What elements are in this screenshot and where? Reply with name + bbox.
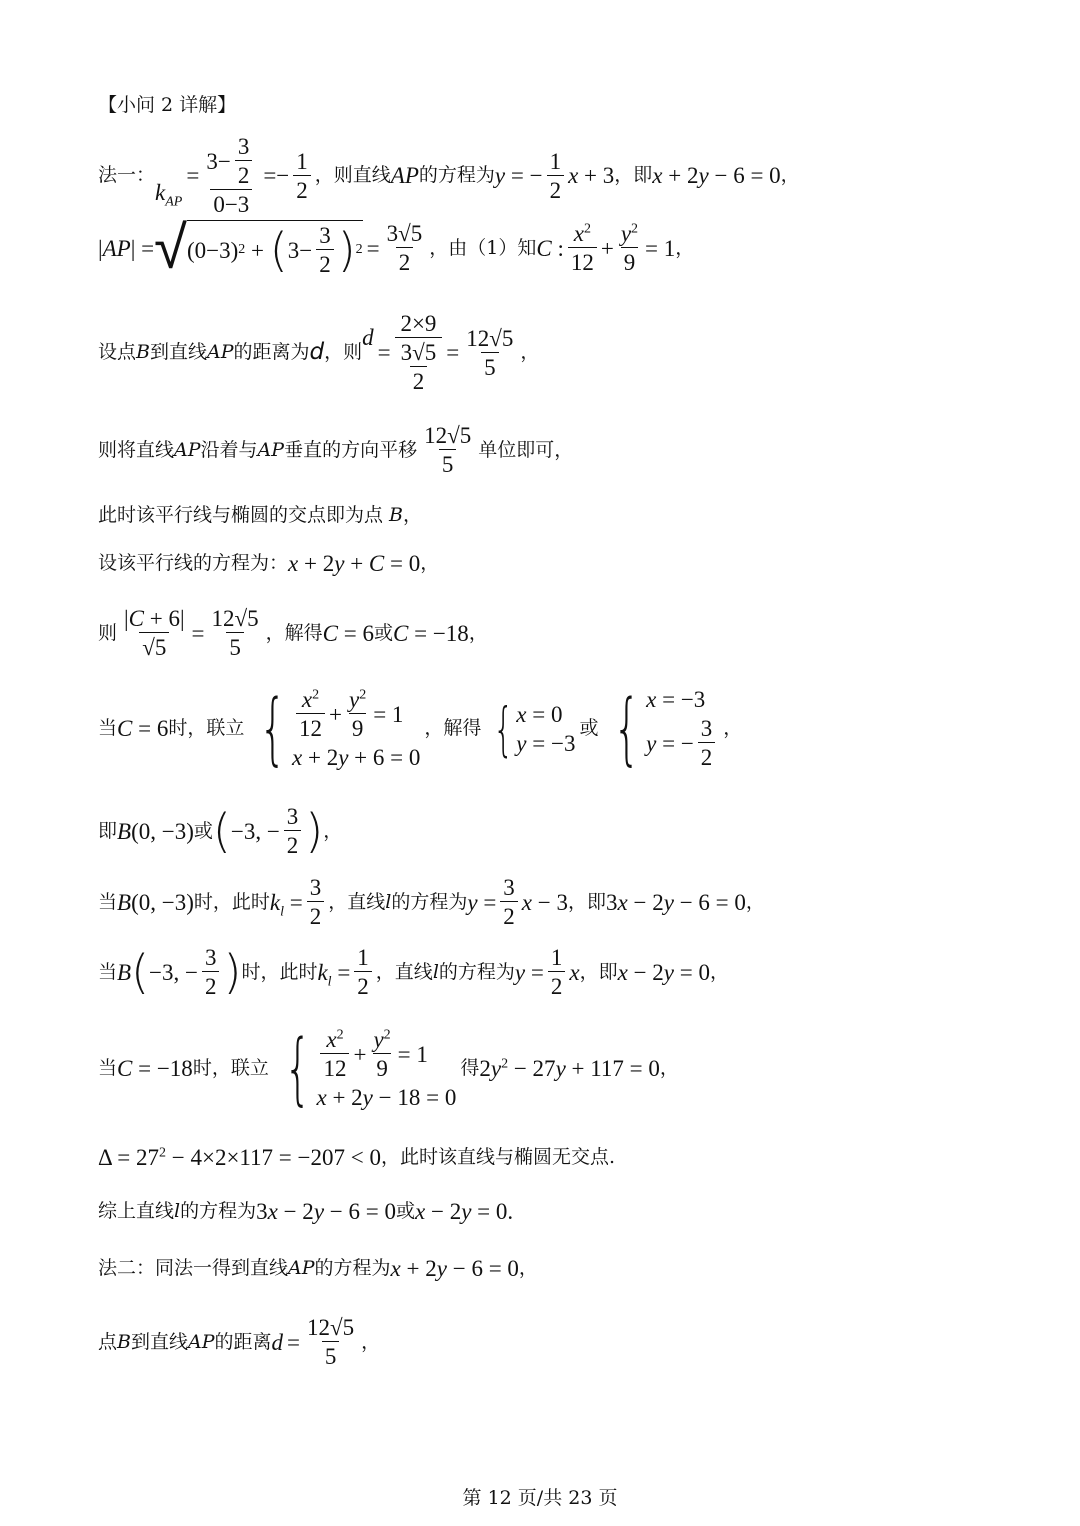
text: 则 bbox=[98, 621, 118, 644]
method2-distance-line bbox=[98, 1316, 1020, 1368]
slope-line bbox=[98, 135, 1020, 216]
text: 或 bbox=[579, 717, 599, 739]
fraction: 3− $\frac{3}{2}$ 0−3 bbox=[203, 135, 259, 216]
text: 的距离为 bbox=[233, 341, 310, 363]
fraction: $\frac{12√5}{5}$ bbox=[211, 606, 259, 660]
sqrt-sign: √ bbox=[154, 213, 187, 283]
formula: B ( −3, − $\frac{3}{2}$ ) bbox=[117, 945, 242, 999]
translation-line bbox=[98, 424, 1020, 476]
formula: C = −18 bbox=[393, 620, 469, 646]
formula: $2y^2 - 27y + 117 = 0$ bbox=[479, 1056, 660, 1081]
text: ，则直线 bbox=[314, 164, 391, 186]
text: 时，此时 bbox=[193, 890, 270, 913]
text: ，解得 bbox=[265, 621, 323, 644]
text: ，直线 bbox=[375, 960, 433, 983]
text: 设点 bbox=[98, 341, 137, 363]
b-points-line bbox=[98, 805, 1020, 857]
method2-line bbox=[98, 1257, 1020, 1280]
intersection-line bbox=[98, 506, 1020, 525]
fraction: $\frac{12√5}{5}$ bbox=[424, 423, 472, 477]
formula: x + 3 bbox=[568, 163, 615, 188]
fraction: $\frac{x^2}{12}$ bbox=[568, 222, 597, 274]
text: ，由（1）知 bbox=[429, 236, 537, 259]
discriminant-line bbox=[98, 1146, 1020, 1169]
text: 点 bbox=[98, 1330, 118, 1353]
formula: = bbox=[366, 235, 380, 261]
case-b2-line bbox=[98, 946, 1020, 998]
text: ，直线 bbox=[328, 890, 386, 913]
formula: $k_l$ = bbox=[317, 959, 351, 990]
formula: d bbox=[362, 325, 374, 350]
formula: $k_l$ = bbox=[269, 889, 303, 920]
text: 或 bbox=[193, 819, 213, 842]
section-title: 【小问 2 详解】 bbox=[98, 94, 237, 116]
formula: $k_{AP}$ bbox=[155, 180, 183, 210]
formula: B(0, −3) bbox=[117, 818, 194, 844]
text: 时，联立 bbox=[192, 1057, 269, 1079]
formula: x − 2y = 0. bbox=[415, 1199, 514, 1224]
ap-length-line bbox=[98, 213, 1020, 283]
formula: AP bbox=[188, 1330, 215, 1353]
formula: x − 3 bbox=[521, 889, 568, 915]
text: 设该平行线的方程为： bbox=[98, 552, 289, 574]
text: ， bbox=[710, 960, 730, 983]
formula: d bbox=[271, 1329, 284, 1355]
text: 的方程为 bbox=[180, 1200, 257, 1222]
page-footer: 第 12 页/共 23 页 bbox=[462, 1487, 618, 1509]
fraction: $\frac{y^2}{9}$ bbox=[620, 221, 639, 275]
parallel-line bbox=[98, 552, 1020, 575]
formula: B bbox=[136, 341, 150, 363]
text: ， bbox=[723, 717, 743, 739]
text: 时，此时 bbox=[241, 960, 318, 983]
text: 的距离 bbox=[214, 1330, 272, 1353]
formula: x + 2y + C = 0 bbox=[288, 551, 421, 576]
fraction: $\frac{12√5}{5}$ bbox=[307, 1315, 355, 1369]
equation-system: { $\frac{x^2}{12}$ + $\frac{y^2}{9}$ = 1 x + 2y − 18 = 0 bbox=[283, 1023, 457, 1114]
text: 当 bbox=[98, 717, 118, 739]
formula: : bbox=[551, 235, 564, 261]
text: 的方程为 bbox=[314, 1257, 391, 1279]
text: ，此时该直线与椭圆无交点. bbox=[380, 1146, 616, 1168]
formula: = bbox=[186, 163, 200, 188]
system-c18-line bbox=[98, 1023, 1020, 1114]
formula: AP bbox=[390, 163, 419, 188]
text: 或 bbox=[374, 621, 394, 644]
text: 的方程为 bbox=[391, 890, 468, 913]
text: ， bbox=[361, 1330, 381, 1353]
formula: AP bbox=[288, 1257, 315, 1279]
fraction: $\frac{1}{2}$ bbox=[547, 150, 565, 202]
text: 此时该平行线与椭圆的交点即为点 bbox=[98, 504, 390, 526]
fraction: $\frac{2\times 9}{\frac{3√5}{2}}$ bbox=[395, 312, 443, 393]
text: 则将直线 bbox=[98, 438, 175, 461]
formula: = bbox=[377, 340, 391, 365]
text: 得 bbox=[460, 1057, 480, 1079]
system-c6-line bbox=[98, 683, 1020, 774]
formula: = bbox=[191, 620, 205, 646]
fraction: $\frac{1}{2}$ bbox=[354, 946, 372, 998]
formula: x bbox=[569, 959, 580, 985]
formula: l bbox=[174, 1200, 181, 1222]
text: ，解得 bbox=[424, 717, 482, 739]
formula: y = bbox=[514, 959, 544, 985]
formula: 3x − 2y − 6 = 0 bbox=[606, 889, 746, 915]
formula: C = −18 bbox=[117, 1056, 193, 1081]
formula: = bbox=[287, 1329, 301, 1355]
text: 当 bbox=[98, 1057, 118, 1079]
formula: B bbox=[389, 504, 404, 526]
text: ， bbox=[420, 552, 440, 574]
text: 的方程为 bbox=[438, 960, 515, 983]
formula: C bbox=[536, 235, 552, 261]
text: ， bbox=[468, 621, 488, 644]
equation-system: { x = −3 y = − $\frac{3}{2}$ bbox=[602, 688, 719, 769]
text: ， bbox=[745, 890, 765, 913]
text: ，则 bbox=[324, 341, 363, 363]
formula: l bbox=[385, 890, 392, 913]
formula: ( −3, − $\frac{3}{2}$ ) bbox=[212, 804, 324, 858]
method1-label: 法一： bbox=[98, 164, 156, 186]
text: 垂直的方向平移 bbox=[284, 438, 418, 461]
formula: = bbox=[446, 340, 460, 365]
formula: d bbox=[309, 339, 325, 365]
text: ， bbox=[675, 236, 695, 259]
formula: x + 2y − 6 = 0 bbox=[652, 163, 781, 188]
formula: 3x − 2y − 6 = 0 bbox=[256, 1199, 396, 1224]
fraction: $\frac{3}{2}$ bbox=[307, 876, 325, 928]
formula: B bbox=[117, 1330, 131, 1353]
formula: =− bbox=[263, 163, 290, 188]
text: ，即 bbox=[579, 960, 618, 983]
formula: (0−3) 2 + ( 3− $\frac{3}{2}$ ) 2 bbox=[187, 220, 363, 276]
text: ， bbox=[780, 164, 800, 186]
text: ，即 bbox=[614, 164, 653, 186]
text: 的方程为 bbox=[418, 164, 495, 186]
fraction: $\frac{|C + 6|}{√5}$ bbox=[124, 606, 185, 660]
formula: x − 2y = 0 bbox=[617, 959, 710, 985]
formula: y = bbox=[467, 889, 497, 915]
solve-c-line bbox=[98, 607, 1020, 659]
text: ， bbox=[403, 504, 423, 526]
formula: C = 6 bbox=[117, 716, 169, 741]
formula: l bbox=[432, 960, 439, 983]
formula: C = 6 bbox=[322, 620, 374, 646]
text: ， bbox=[520, 341, 540, 363]
formula: AP bbox=[257, 438, 285, 461]
text: 到直线 bbox=[149, 341, 207, 363]
formula: x + 2y − 6 = 0 bbox=[390, 1256, 519, 1281]
text: 当 bbox=[98, 960, 118, 983]
case-b1-line bbox=[98, 876, 1020, 928]
text: 当 bbox=[98, 890, 118, 913]
fraction: $\frac{1}{2}$ bbox=[293, 150, 311, 202]
formula: = 1 bbox=[645, 235, 676, 261]
text: 或 bbox=[395, 1200, 415, 1222]
formula: + bbox=[600, 235, 614, 261]
text: 单位即可， bbox=[478, 438, 574, 461]
formula: AP bbox=[174, 438, 201, 461]
formula: y = − bbox=[494, 163, 543, 188]
text: 法二：同法一得到直线 bbox=[98, 1257, 289, 1279]
text: 即 bbox=[98, 819, 118, 842]
formula: |AP| = bbox=[98, 235, 155, 261]
text: 综上直线 bbox=[98, 1200, 175, 1222]
formula: $\Delta = 27^2 - 4\times 2\times 117 = -207 < 0$ bbox=[98, 1145, 381, 1170]
fraction: $\frac{3}{2}$ bbox=[500, 876, 518, 928]
fraction: $\frac{3√5}{2}$ bbox=[386, 221, 423, 275]
summary-line bbox=[98, 1200, 1020, 1223]
fraction: $\frac{1}{2}$ bbox=[548, 946, 566, 998]
formula: B(0, −3) bbox=[117, 889, 194, 915]
text: ，即 bbox=[568, 890, 607, 913]
formula: AP bbox=[207, 341, 234, 363]
equation-system: { $\frac{x^2}{12}$ + $\frac{y^2}{9}$ = 1 x + 2y + 6 = 0 bbox=[259, 683, 421, 774]
text: ， bbox=[323, 819, 343, 842]
text: ， bbox=[659, 1057, 679, 1079]
fraction: $\frac{12√5}{5}$ bbox=[466, 325, 514, 380]
text: 沿着与 bbox=[200, 438, 258, 461]
text: 时，联立 bbox=[168, 717, 245, 739]
text: ， bbox=[518, 1257, 538, 1279]
text: 到直线 bbox=[130, 1330, 188, 1353]
equation-system: { x = 0 y = −3 bbox=[493, 694, 576, 763]
distance-line bbox=[98, 312, 1020, 393]
